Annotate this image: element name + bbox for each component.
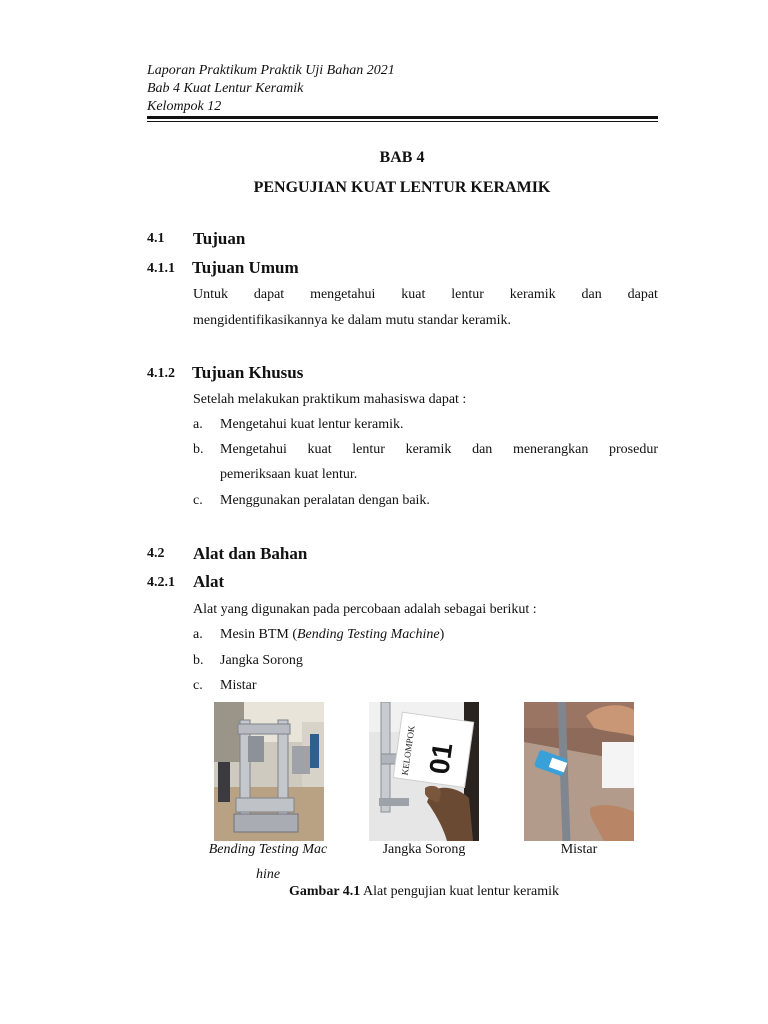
- list-item: Menggunakan peralatan dengan baik.: [220, 493, 430, 508]
- list-marker-b: b.: [193, 653, 204, 668]
- alat-intro: Alat yang digunakan pada percobaan adalah sebagai berikut :: [193, 602, 537, 617]
- item-text-italic: Bending Testing Machine: [297, 627, 440, 642]
- item-text: Mesin BTM (: [220, 627, 297, 642]
- header-rule-thin: [147, 121, 658, 122]
- word: Mengetahui: [220, 442, 287, 457]
- btm-caption-line2: hine: [255, 867, 281, 882]
- list-marker-c: c.: [193, 678, 203, 693]
- list-marker-c: c.: [193, 493, 203, 508]
- word: Untuk: [193, 287, 228, 302]
- list-item: Mistar: [220, 678, 257, 693]
- word: keramik: [405, 442, 452, 457]
- section-title-tujuan-umum: Tujuan Umum: [192, 258, 299, 277]
- mistar-caption: Mistar: [560, 842, 598, 857]
- word: prosedur: [609, 442, 658, 457]
- btm-caption-line1: Bending Testing Mac: [208, 842, 328, 857]
- word: dapat: [627, 287, 658, 302]
- section-title-alat-dan-bahan: Alat dan Bahan: [193, 544, 308, 563]
- card-number: 01: [423, 740, 459, 777]
- jangka-sorong-photo: [369, 702, 479, 841]
- chapter-title: PENGUJIAN KUAT LENTUR KERAMIK: [253, 179, 551, 196]
- figure-caption: [214, 884, 634, 900]
- item-text-end: ): [439, 627, 445, 642]
- word: dapat: [253, 287, 285, 302]
- list-item: Jangka Sorong: [220, 653, 303, 668]
- word: kuat: [401, 287, 426, 302]
- word: dan: [581, 287, 602, 302]
- bending-testing-machine-photo: [214, 702, 324, 841]
- list-item: [220, 627, 658, 643]
- tujuan-umum-line1: [193, 287, 658, 303]
- section-title-tujuan-khusus: Tujuan Khusus: [192, 363, 304, 382]
- word: mengetahui: [310, 287, 376, 302]
- header-rule-thick: [147, 116, 658, 119]
- list-item-continuation: pemeriksaan kuat lentur.: [220, 467, 358, 482]
- section-title-tujuan: Tujuan: [193, 229, 246, 248]
- chapter-label: BAB 4: [379, 149, 425, 166]
- word: dan: [472, 442, 493, 457]
- section-number-4-2-1: 4.2.1: [147, 575, 175, 590]
- mistar-photo: [524, 702, 634, 841]
- section-number-4-1-1: 4.1.1: [147, 261, 175, 276]
- word: lentur: [352, 442, 385, 457]
- card-word: KELOMPOK: [399, 724, 417, 776]
- tujuan-umum-line2: mengidentifikasikannya ke dalam mutu standar keramik.: [193, 313, 512, 328]
- list-marker-a: a.: [193, 417, 203, 432]
- section-number-4-2: 4.2: [147, 546, 165, 561]
- figure-caption-label: Gambar 4.1: [289, 884, 361, 899]
- report-title: Laporan Praktikum Praktik Uji Bahan 2021: [147, 63, 395, 78]
- list-item: [220, 442, 658, 458]
- word: menerangkan: [512, 442, 589, 457]
- tujuan-khusus-intro: Setelah melakukan praktikum mahasiswa dapat :: [193, 392, 467, 407]
- section-number-4-1-2: 4.1.2: [147, 366, 175, 381]
- list-marker-a: a.: [193, 627, 203, 642]
- chapter-subtitle: Bab 4 Kuat Lentur Keramik: [147, 81, 304, 96]
- word: keramik: [509, 287, 556, 302]
- figure-caption-text: Alat pengujian kuat lentur keramik: [360, 884, 559, 899]
- list-item: Mengetahui kuat lentur keramik.: [220, 417, 404, 432]
- list-marker-b: b.: [193, 442, 204, 457]
- jangka-sorong-caption: Jangka Sorong: [382, 842, 466, 857]
- word: lentur: [451, 287, 484, 302]
- section-number-4-1: 4.1: [147, 231, 165, 246]
- word: kuat: [307, 442, 332, 457]
- group-label: Kelompok 12: [147, 99, 222, 114]
- section-title-alat: Alat: [193, 572, 225, 591]
